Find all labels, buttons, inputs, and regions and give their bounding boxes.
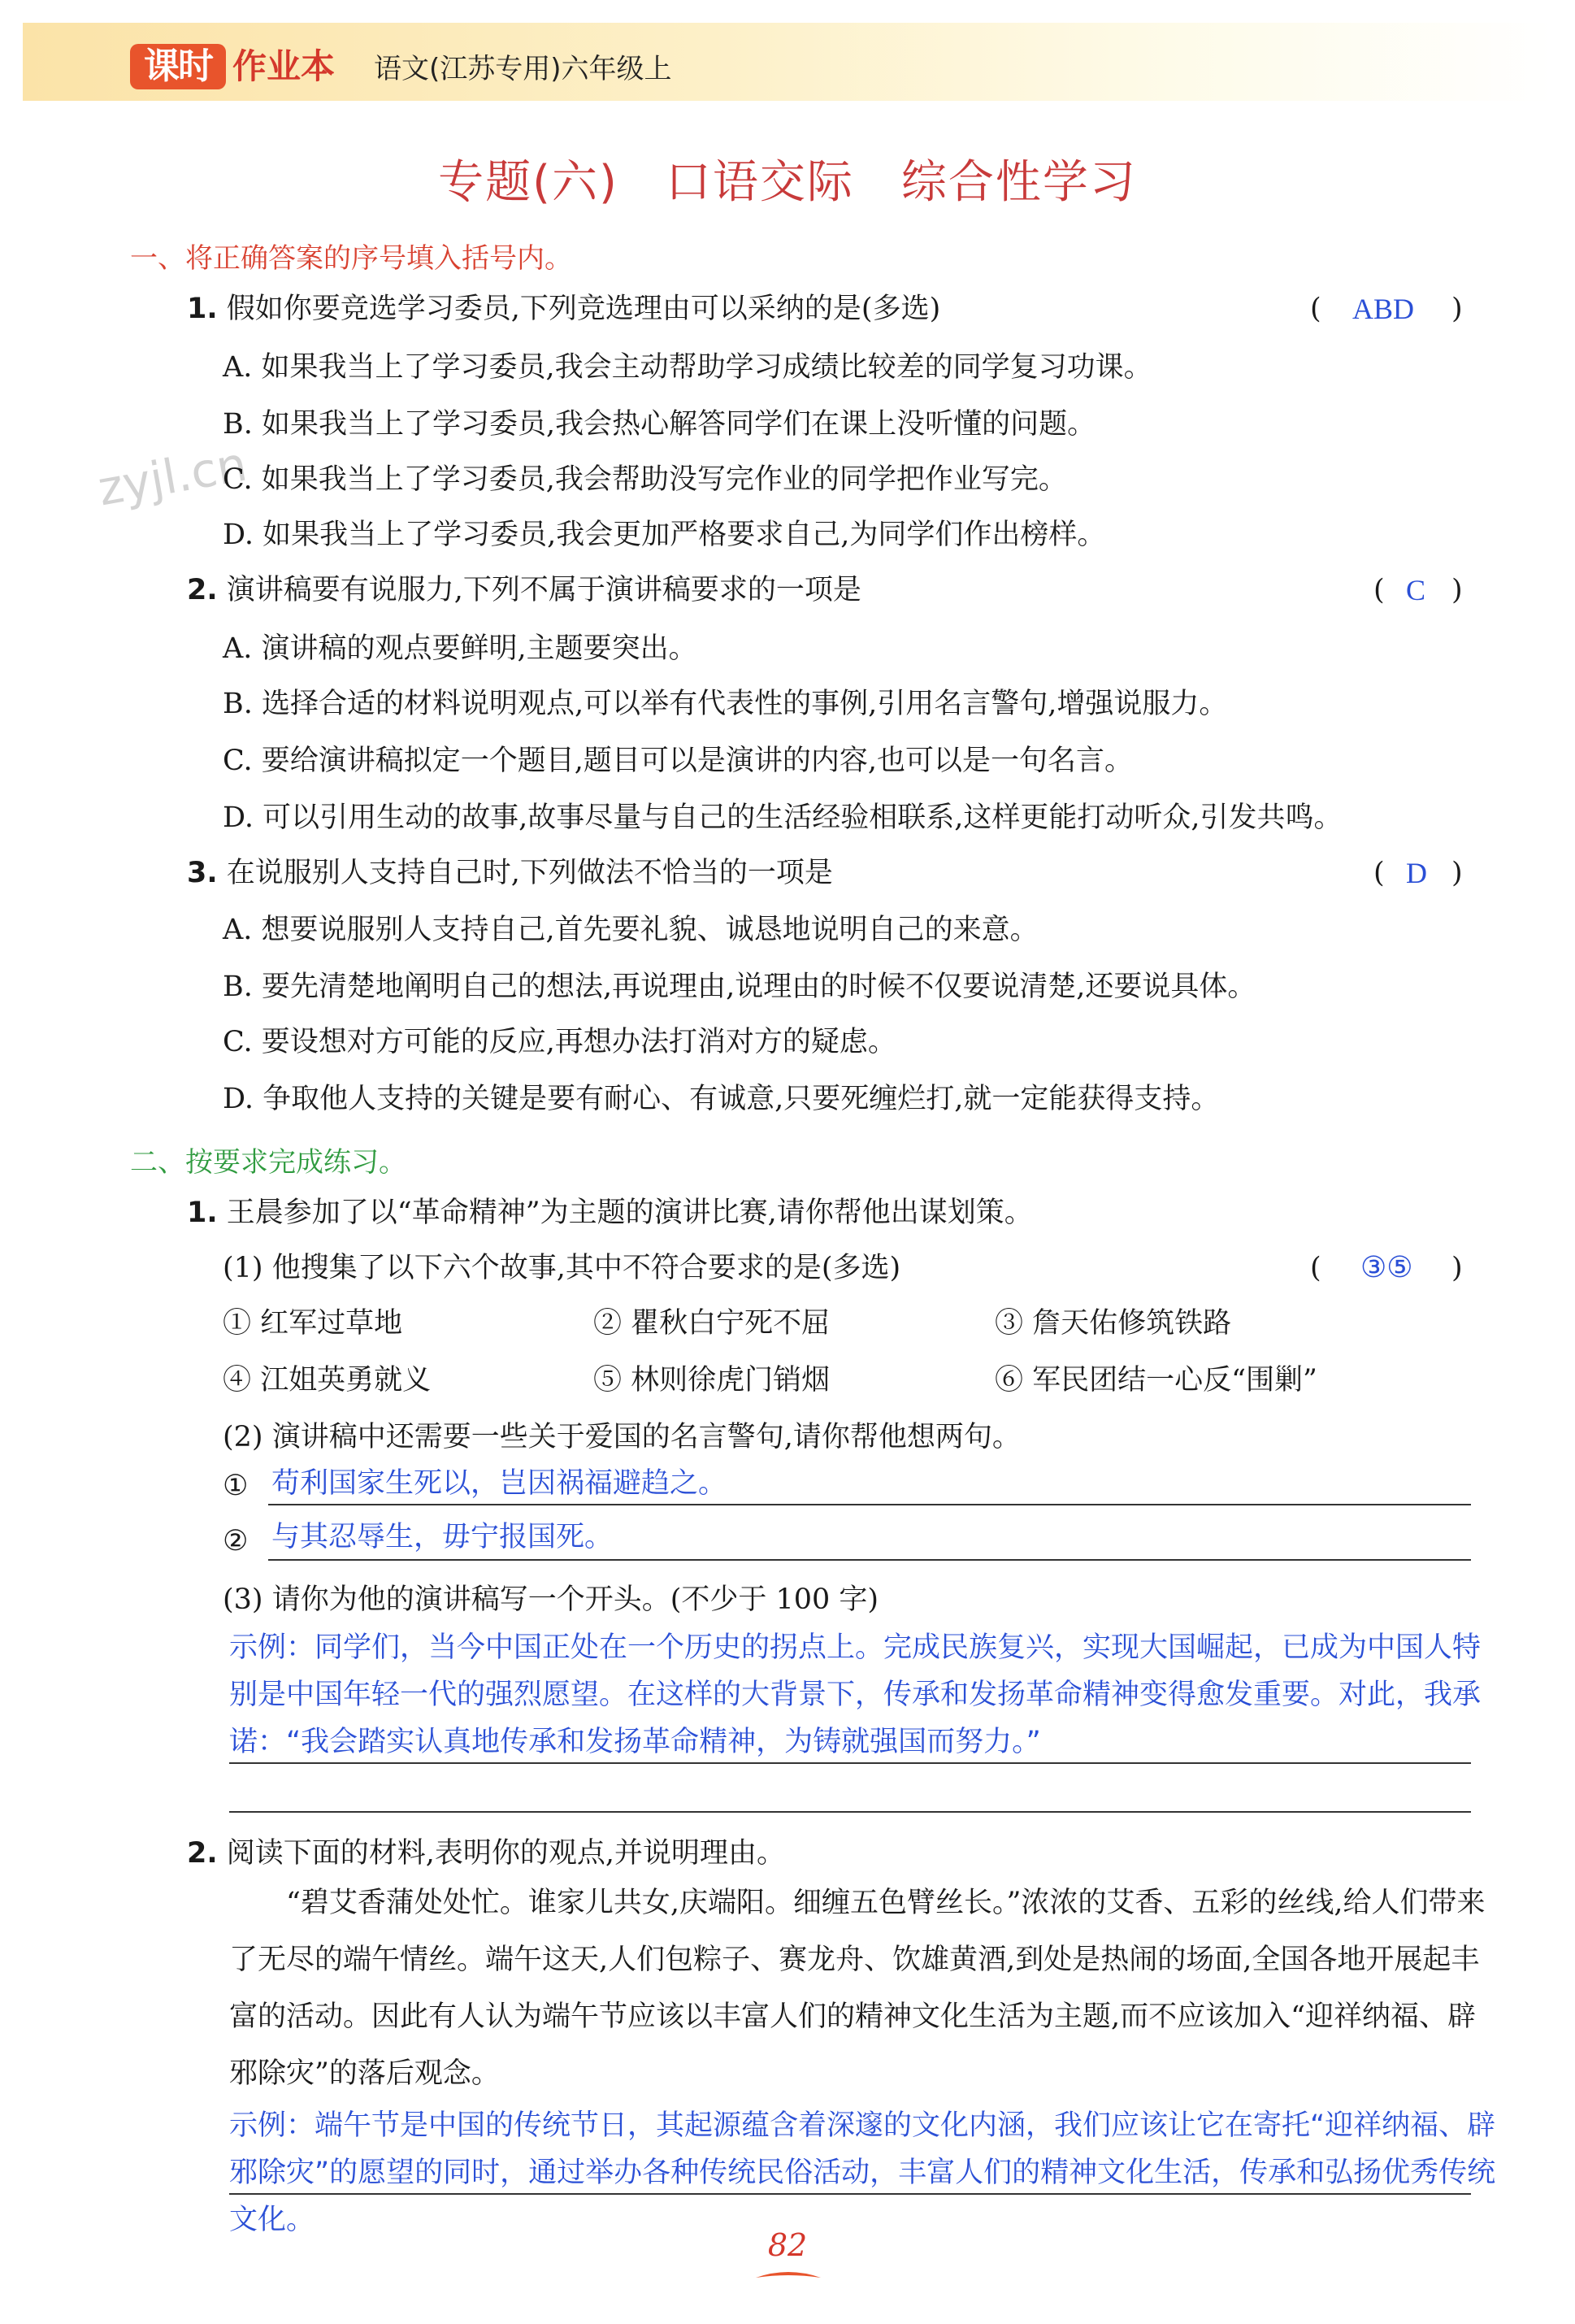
answer-mark-2: ②: [223, 1525, 249, 1557]
option-d: D. 可以引用生动的故事,故事尽量与自己的生活经验相联系,这样更能打动听众,引发共鸣。: [223, 801, 1343, 834]
option-c: C. 要设想对方可能的反应,再想办法打消对方的疑虑。: [223, 1026, 896, 1058]
question-number: 1.: [187, 293, 218, 325]
question-text: 假如你要竞选学习委员,下列竞选理由可以采纳的是(多选): [226, 293, 941, 325]
answer-text: ③⑤: [1360, 1251, 1413, 1284]
subquestion-1: (1) 他搜集了以下六个故事,其中不符合要求的是(多选): [223, 1252, 901, 1284]
question-2-1: [187, 1193, 1033, 1232]
answer-text: D: [1406, 857, 1427, 889]
answer-text: ABD: [1352, 293, 1415, 325]
option-b: B. 要先清楚地阐明自己的想法,再说理由,说理由的时候不仅要说清楚,还要说具体。: [223, 971, 1256, 1003]
story-item: ① 红军过草地: [223, 1307, 403, 1340]
answer-paren-open: (: [1373, 574, 1385, 606]
quote-answer-2: 与其忍辱生，毋宁报国死。: [271, 1521, 614, 1553]
page-number: 82: [767, 2227, 808, 2263]
story-item: ⑤ 林则徐虎门销烟: [593, 1364, 831, 1397]
speech-opening-answer: 示例：同学们，当今中国正处在一个历史的拐点上。完成民族复兴，实现大国崛起，已成为中国人特别是中国年轻一代的强烈愿望。在这样的大背景下，传承和发扬革命精神变得愈发重要。对此，我承诺：“我会踏实认真地传承和发扬革命精神，为铸就强国而努力。”: [229, 1631, 1482, 1758]
page-ornament-icon: [754, 2270, 822, 2281]
quote-answer-1: 苟利国家生死以，岂因祸福避趋之。: [271, 1467, 727, 1500]
answer-text: C: [1406, 574, 1426, 606]
answer-paren-close: ): [1451, 574, 1463, 606]
reading-passage: “碧艾香蒲处处忙。谁家儿共女,庆端阳。细缠五色臂丝长。”浓浓的艾香、五彩的丝线,给人们带来了无尽的端午情丝。端午这天,人们包粽子、赛龙舟、饮雄黄酒,到处是热闹的场面,全国各地开展起丰富的活动。因此有人认为端午节应该以丰富人们的精神文化生活为主题,而不应该加入“迎祥纳福、辟邪除灾”的落后观念。: [229, 1887, 1486, 2090]
section-heading-1: 一、将正确答案的序号填入括号内。: [130, 242, 572, 275]
question-1: [187, 289, 940, 328]
question-number: 2.: [187, 574, 218, 606]
option-c: C. 要给演讲稿拟定一个题目,题目可以是演讲的内容,也可以是一句名言。: [223, 745, 1134, 777]
viewpoint-answer: 示例：端午节是中国的传统节日，其起源蕴含着深邃的文化内涵，我们应该让它在寄托“迎祥纳福、辟邪除灾”的愿望的同时，通过举办各种传统民俗活动，丰富人们的精神文化生活，传承和弘扬优秀传统文化。: [229, 2109, 1496, 2236]
question-number: 1.: [187, 1197, 218, 1229]
story-item: ④ 江姐英勇就义: [223, 1364, 432, 1397]
answer-line: [229, 2193, 1471, 2195]
option-a: A. 想要说服别人支持自己,首先要礼貌、诚恳地说明自己的来意。: [223, 914, 1039, 946]
question-text: 在说服别人支持自己时,下列做法不恰当的一项是: [226, 857, 833, 889]
story-item: ② 瞿秋白宁死不屈: [593, 1307, 831, 1340]
option-a: A. 如果我当上了学习委员,我会主动帮助学习成绩比较差的同学复习功课。: [223, 351, 1152, 384]
answer-paren-open: (: [1373, 857, 1385, 889]
answer-paren-close: ): [1451, 293, 1463, 325]
option-b: B. 如果我当上了学习委员,我会热心解答同学们在课上没听懂的问题。: [223, 408, 1096, 441]
question-text: 演讲稿要有说服力,下列不属于演讲稿要求的一项是: [226, 574, 861, 606]
brand-logo: 课时: [130, 44, 226, 89]
question-3: [187, 854, 833, 893]
answer-paren-open: (: [1310, 1252, 1321, 1284]
question-2: [187, 571, 861, 610]
question-2-2: [187, 1834, 785, 1873]
answer-line: [229, 1762, 1471, 1764]
subquestion-3: (3) 请你为他的演讲稿写一个开头。(不少于 100 字): [223, 1583, 879, 1616]
option-d: D. 如果我当上了学习委员,我会更加严格要求自己,为同学们作出榜样。: [223, 519, 1106, 551]
option-c: C. 如果我当上了学习委员,我会帮助没写完作业的同学把作业写完。: [223, 463, 1067, 496]
answer-paren-open: (: [1310, 293, 1321, 325]
answer-paren-close: ): [1451, 1252, 1463, 1284]
answer-line: [268, 1504, 1471, 1505]
story-item: ③ 詹天佑修筑铁路: [995, 1307, 1232, 1340]
answer-line: [229, 1811, 1471, 1813]
story-item: ⑥ 军民团结一心反“围剿”: [995, 1364, 1317, 1397]
question-text: 阅读下面的材料,表明你的观点,并说明理由。: [226, 1837, 786, 1870]
question-number: 3.: [187, 857, 218, 889]
section-heading-2: 二、按要求完成练习。: [130, 1146, 406, 1179]
option-d: D. 争取他人支持的关键是要有耐心、有诚意,只要死缠烂打,就一定能获得支持。: [223, 1083, 1220, 1115]
option-b: B. 选择合适的材料说明观点,可以举有代表性的事例,引用名言警句,增强说服力。: [223, 688, 1228, 720]
question-number: 2.: [187, 1837, 218, 1870]
watermark: zyjl.cn: [93, 436, 251, 517]
answer-mark-1: ①: [223, 1470, 249, 1502]
page-title: 专题(六) 口语交际 综合性学习: [438, 156, 1137, 209]
question-text: 王晨参加了以“革命精神”为主题的演讲比赛,请你帮他出谋划策。: [226, 1197, 1033, 1229]
answer-line: [268, 1559, 1471, 1561]
option-a: A. 演讲稿的观点要鲜明,主题要突出。: [223, 632, 697, 665]
answer-paren-close: ): [1451, 857, 1463, 889]
subquestion-2: (2) 演讲稿中还需要一些关于爱国的名言警句,请你帮他想两句。: [223, 1421, 1021, 1453]
subject-label: 语文(江苏专用)六年级上: [374, 53, 672, 85]
brand-name: 作业本: [232, 46, 336, 86]
